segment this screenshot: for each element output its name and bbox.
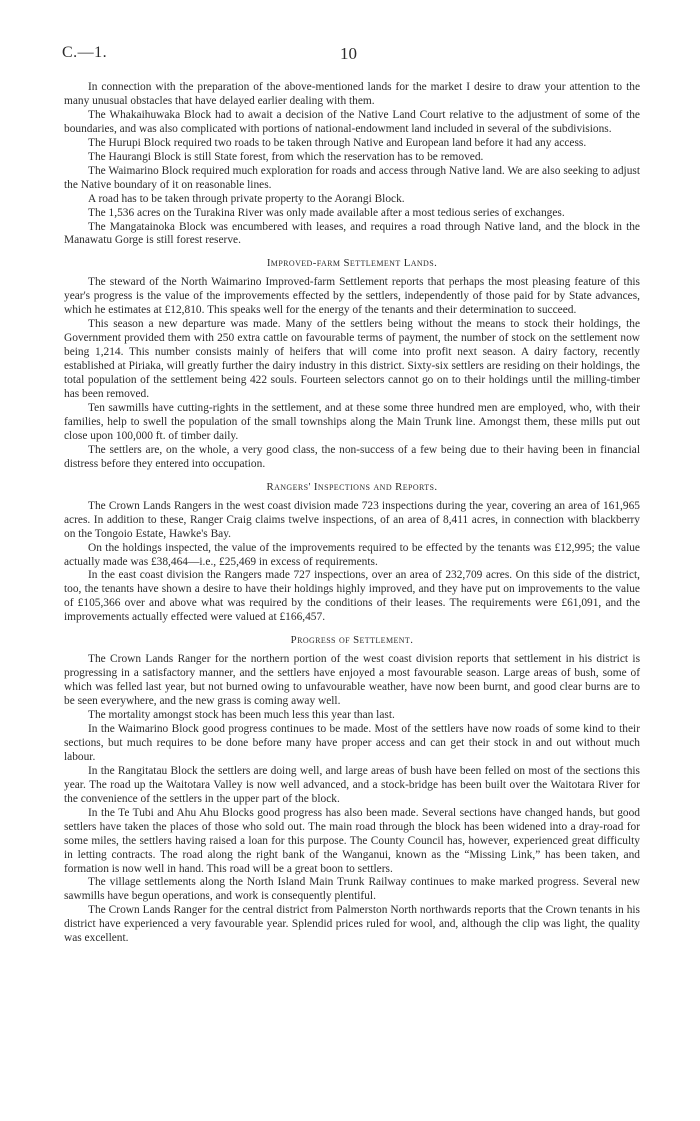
paragraph: The Haurangi Block is still State forest, from which the reservation has to be removed. — [88, 150, 484, 163]
section-heading: Rangers' Inspections and Reports. — [266, 480, 438, 493]
paragraph: In the east coast division the Rangers made 727 inspections, over an area of 232,709 acres. On this side of the district, too, the tenants have shown a desire to have their holdings highly improved, and they have put on improvements to the value of £105,366 over and above what was required by the conditions of their leases. The requirements were £61,091, and the improvements actually effected were valued at £166,457. — [64, 569, 640, 624]
report-body — [64, 81, 640, 946]
paragraph: The Waimarino Block required much exploration for roads and access through Native land. We are also seeking to adjust the Native boundary of it on reasonable lines. — [64, 164, 640, 191]
paragraph: In connection with the preparation of the above-mentioned lands for the market I desire to draw your attention to the many unusual obstacles that have delayed earlier dealing with them. — [64, 81, 640, 107]
paragraph: The village settlements along the North Island Main Trunk Railway continues to make marked progress. Several new sawmills have begun operations, and work is consequently plentiful. — [64, 876, 640, 903]
paragraph: In the Te Tubi and Ahu Ahu Blocks good progress has also been made. Several sections have changed hands, but good settlers have taken the places of those who sold out. The main road through the block has been widened into a dray-road for some miles, the settlers having raised a loan for this purpose. The County Council has, however, experienced great difficulty in letting contracts. The road along the right bank of the Wanganui, known as the “Missing Link,” has been taken, and formation is now well in hand. This road will be a great boon to settlers. — [64, 806, 640, 875]
paragraph: In the Waimarino Block good progress continues to be made. Most of the settlers have now roads of some kind to their sections, but much requires to be done before many have proper access and can get their stock in and out without much labour. — [64, 722, 640, 763]
section-heading: Progress of Settlement. — [290, 634, 414, 647]
paragraph: The Crown Lands Ranger for the central district from Palmerston North northwards reports that the Crown tenants in his district have experienced a very favourable year. Splendid prices ruled for wool, and, although the clip was light, the quality was excellent. — [64, 904, 640, 945]
page-number: 10 — [340, 44, 357, 63]
paragraph: The Mangatainoka Block was encumbered with leases, and requires a road through Native land, and the block in the Manawatu Gorge is still forest reserve. — [64, 220, 640, 247]
paragraph: This season a new departure was made. Many of the settlers being without the means to stock their holdings, the Government provided them with 250 extra cattle on favourable terms of payment, the number of stock on the settlement now being 1,214. This number consists mainly of heifers that will come into profit next season. A dairy factory, recently established at Piriaka, will greatly further the dairy industry in this district. Sixty-six settlers are residing on their holdings, the total population of the settlement being 422 souls. Fourteen selectors cannot go on to their holdings until the milling-timber has been removed. — [64, 318, 640, 401]
paragraph: In the Rangitatau Block the settlers are doing well, and large areas of bush have been felled on most of the sections this year. The road up the Waitotara Valley is now well advanced, and a stock-bridge has been built over the Waitotara River for the convenience of the settlers in the upper part of the block. — [64, 764, 640, 805]
report-code: C.—1. — [62, 44, 108, 61]
paragraph: The Crown Lands Ranger for the northern portion of the west coast division reports that settlement in his district is progressing in a satisfactory manner, and the settlers have enjoyed a most favourable season. Large areas of bush, some of which was felled last year, but not burned owing to unfavourable weather, have now been burnt, and good clear burns are to be seen everywhere, and the new grass is coming away well. — [64, 653, 640, 708]
paragraph: The mortality amongst stock has been much less this year than last. — [88, 709, 395, 722]
section-heading: Improved-farm Settlement Lands. — [266, 257, 438, 270]
paragraph: The settlers are, on the whole, a very good class, the non-success of a few being due to their having been in financial distress before they entered into occupation. — [64, 443, 640, 470]
paragraph: The steward of the North Waimarino Improved-farm Settlement reports that perhaps the most pleasing feature of this year's progress is the value of the improvements effected by the settlers, independently of those paid for by State advances, which he estimates at £12,810. This speaks well for the energy of the tenants and their determination to succeed. — [64, 276, 640, 317]
paragraph: On the holdings inspected, the value of the improvements required to be effected by the tenants was £12,995; the value actually made was £38,464—i.e., £25,469 in excess of requirements. — [64, 541, 640, 568]
paragraph: Ten sawmills have cutting-rights in the settlement, and at these some three hundred men are employed, who, with their families, help to swell the population of the small townships along the Main Trunk line. Amongst them, these mills put out close upon 100,000 ft. of timber daily. — [64, 401, 640, 442]
paragraph: The Hurupi Block required two roads to be taken through Native and European land before it had any access. — [88, 136, 587, 149]
paragraph: The Whakaihuwaka Block had to await a decision of the Native Land Court relative to the adjustment of some of the boundaries, and was also complicated with portions of national-endowment land included in several of the subdivisions. — [64, 108, 640, 135]
paragraph: The 1,536 acres on the Turakina River was only made available after a most tedious series of exchanges. — [88, 206, 565, 219]
paragraph: The Crown Lands Rangers in the west coast division made 723 inspections during the year, covering an area of 161,965 acres. In addition to these, Ranger Craig claims twelve inspections, of an area of 8,411 acres, in connection with blackberry on the Tongoio Estate, Hawke's Bay. — [64, 499, 640, 540]
paragraph: A road has to be taken through private property to the Aorangi Block. — [88, 192, 405, 205]
